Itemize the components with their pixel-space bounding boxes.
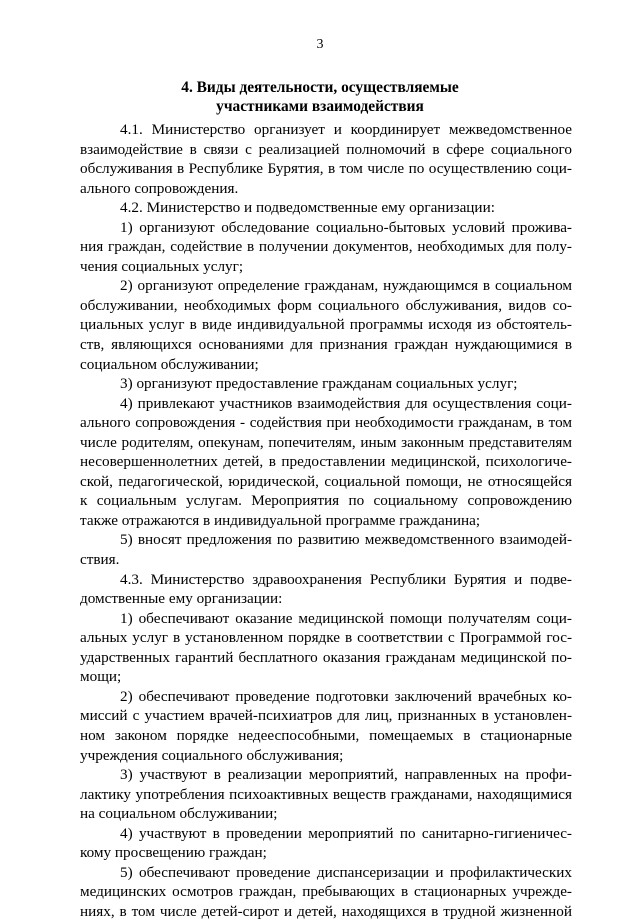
text-line: мощи; bbox=[80, 668, 122, 686]
text-line: 1) организуют обследование социально-бытовых условий прожива- bbox=[120, 218, 572, 236]
text-line: социальном обслуживании; bbox=[80, 355, 259, 373]
text-line: ального сопровождения - содействия при необходимости гражданам, в том bbox=[80, 414, 572, 432]
text-line: 4.1. Министерство организует и координирует межведомственное bbox=[120, 121, 572, 138]
text-line: 4) участвуют в проведении мероприятий по санитарно-гигиеничес- bbox=[120, 824, 572, 842]
paragraph bbox=[80, 120, 572, 198]
text-line: ств, являющихся основаниями для признания граждан нуждающимися в bbox=[80, 336, 572, 354]
text-line: 2) обеспечивают проведение подготовки заключений врачебных ко- bbox=[120, 687, 572, 705]
paragraph bbox=[80, 218, 572, 277]
text-line: учреждения социального обслуживания; bbox=[80, 746, 344, 764]
text-line: 4.2. Министерство и подведомственные ему организации: bbox=[120, 199, 495, 217]
paragraph bbox=[80, 394, 572, 531]
text-line: кому просвещению граждан; bbox=[80, 844, 267, 862]
text-line: ния граждан, содействие в получении документов, необходимых для полу- bbox=[80, 238, 572, 256]
paragraph bbox=[80, 824, 572, 863]
text-line: миссий с участием врачей-психиатров для лиц, признанных в установлен- bbox=[80, 707, 572, 725]
text-line: несовершеннолетних детей, в предоставлении медицинской, психологиче- bbox=[80, 453, 572, 471]
text-line: медицинских осмотров граждан, пребывающих в стационарных учрежде- bbox=[80, 883, 572, 901]
paragraph bbox=[80, 198, 572, 218]
text-line: ном законом порядке недееспособными, помещаемых в стационарные bbox=[80, 726, 572, 744]
text-line: 2) организуют определение гражданам, нуждающимся в социальном bbox=[120, 277, 572, 295]
text-line: 5) обеспечивают проведение диспансеризации и профилактических bbox=[120, 863, 572, 881]
section-heading-line: 4. Виды деятельности, осуществляемые bbox=[181, 79, 459, 96]
paragraph bbox=[80, 863, 572, 921]
paragraph bbox=[80, 276, 572, 374]
text-line: ального сопровождения. bbox=[80, 179, 239, 197]
document-body bbox=[80, 120, 572, 921]
text-line: 3) организуют предоставление гражданам социальных услуг; bbox=[120, 375, 518, 393]
text-line: обслуживании, необходимых форм социального обслуживания, видов со- bbox=[80, 296, 572, 314]
page-number: 3 bbox=[316, 37, 324, 52]
text-line: чения социальных услуг; bbox=[80, 257, 244, 275]
text-line: ствия. bbox=[80, 551, 120, 569]
text-line: ской, педагогической, юридической, социальной помощи, не относящейся bbox=[80, 472, 572, 490]
text-line: обслуживания в Республике Бурятия, в том числе по осуществлению соци- bbox=[80, 160, 572, 178]
paragraph bbox=[80, 530, 572, 569]
section-heading bbox=[0, 78, 640, 116]
paragraph bbox=[80, 687, 572, 765]
paragraph bbox=[80, 765, 572, 824]
text-line: числе родителям, опекунам, попечителям, иным законным представителям bbox=[80, 433, 572, 451]
paragraph bbox=[80, 609, 572, 687]
text-line: 3) участвуют в реализации мероприятий, направленных на профи- bbox=[120, 766, 572, 784]
text-line: также отражаются в индивидуальной программе гражданина; bbox=[80, 511, 481, 529]
text-line: 5) вносят предложения по развитию межведомственного взаимодей- bbox=[120, 531, 572, 549]
section-heading-line: участниками взаимодействия bbox=[216, 98, 424, 115]
text-line: 1) обеспечивают оказание медицинской помощи получателям соци- bbox=[120, 609, 572, 627]
text-line: ниях, в том числе детей-сирот и детей, находящихся в трудной жизненной bbox=[80, 902, 572, 920]
text-line: лактику употребления психоактивных веществ гражданами, находящимися bbox=[80, 785, 572, 803]
paragraph bbox=[80, 570, 572, 609]
text-line: альных услуг в установленном порядке в соответствии с Программой гос- bbox=[80, 629, 572, 647]
text-line: взаимодействие в связи с реализацией полномочий в сфере социального bbox=[80, 140, 572, 158]
text-line: к социальным услугам. Мероприятия по социальному сопровождению bbox=[80, 492, 572, 510]
text-line: на социальном обслуживании; bbox=[80, 805, 278, 823]
text-line: ударственных гарантий бесплатного оказания гражданам медицинской по- bbox=[80, 648, 572, 666]
text-line: 4.3. Министерство здравоохранения Республики Бурятия и подве- bbox=[120, 570, 572, 588]
text-line: 4) привлекают участников взаимодействия для осуществления соци- bbox=[120, 394, 572, 412]
text-line: циальных услуг в виде индивидуальной программы исходя из обстоятель- bbox=[80, 316, 572, 334]
text-line: домственные ему организации: bbox=[80, 590, 283, 608]
paragraph bbox=[80, 374, 572, 394]
